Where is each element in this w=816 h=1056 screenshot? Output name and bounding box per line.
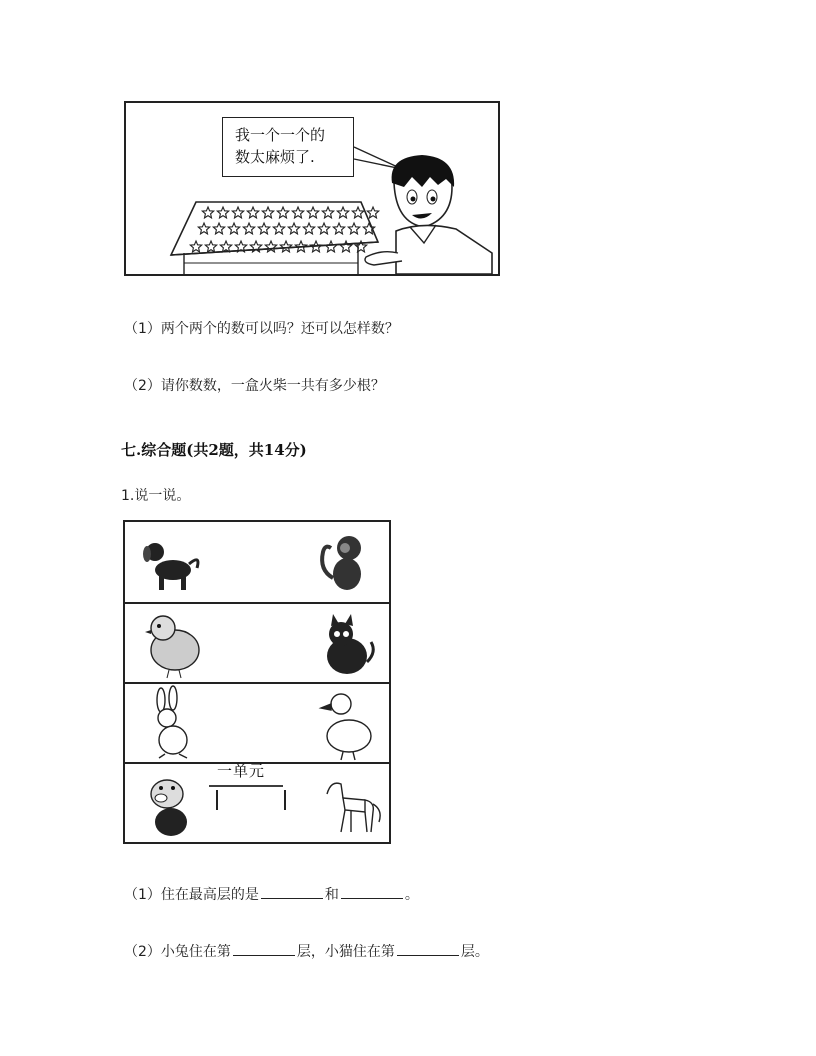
floor-1 [125, 762, 389, 842]
floor-2 [125, 682, 389, 762]
answer-blank-1[interactable] [261, 884, 323, 899]
apartment-building-figure [123, 520, 391, 844]
counting-illustration [124, 101, 500, 276]
question-rabbit-suffix: 层。 [460, 944, 489, 960]
answer-blank-3[interactable] [233, 941, 295, 956]
floor-3 [125, 602, 389, 682]
question-1-label: 1.说一说。 [121, 488, 191, 504]
unit-label: 一单元 [217, 762, 266, 780]
monkey-icon [322, 536, 361, 590]
dog-icon [143, 543, 198, 590]
section-title: 七.综合题(共2题，共14分) [121, 441, 307, 459]
question-top-floor-suffix: 。 [404, 887, 419, 903]
duck-icon [321, 694, 371, 760]
floor-4-animals [125, 522, 389, 602]
star-icon [367, 207, 378, 218]
pig-icon [151, 780, 187, 836]
question-count-by-twos: （1）两个两个的数可以吗？还可以怎样数？ [124, 321, 399, 337]
question-rabbit-prefix: （2）小兔住在第 [124, 944, 231, 960]
question-top-floor-prefix: （1）住在最高层的是 [124, 887, 259, 903]
cat-icon [327, 614, 373, 674]
speech-line-1: 我一个一个的 [235, 126, 326, 144]
floor-3-animals [125, 604, 389, 682]
speech-bubble [222, 117, 354, 177]
floor-2-animals [125, 684, 389, 762]
question-rabbit-middle: 层，小猫住在第 [296, 944, 395, 960]
chick-icon [145, 616, 199, 678]
question-rabbit-cat-floor [124, 941, 489, 961]
question-count-matches: （2）请你数数，一盒火柴一共有多少根？ [124, 378, 385, 394]
boy-icon [365, 155, 492, 274]
floor-4 [125, 522, 389, 600]
question-top-floor [124, 884, 419, 904]
horse-icon [327, 783, 380, 832]
answer-blank-4[interactable] [397, 941, 459, 956]
answer-blank-2[interactable] [341, 884, 403, 899]
speech-line-2: 数太麻烦了. [235, 148, 315, 166]
rabbit-icon [157, 686, 187, 758]
question-top-floor-middle: 和 [324, 887, 339, 903]
